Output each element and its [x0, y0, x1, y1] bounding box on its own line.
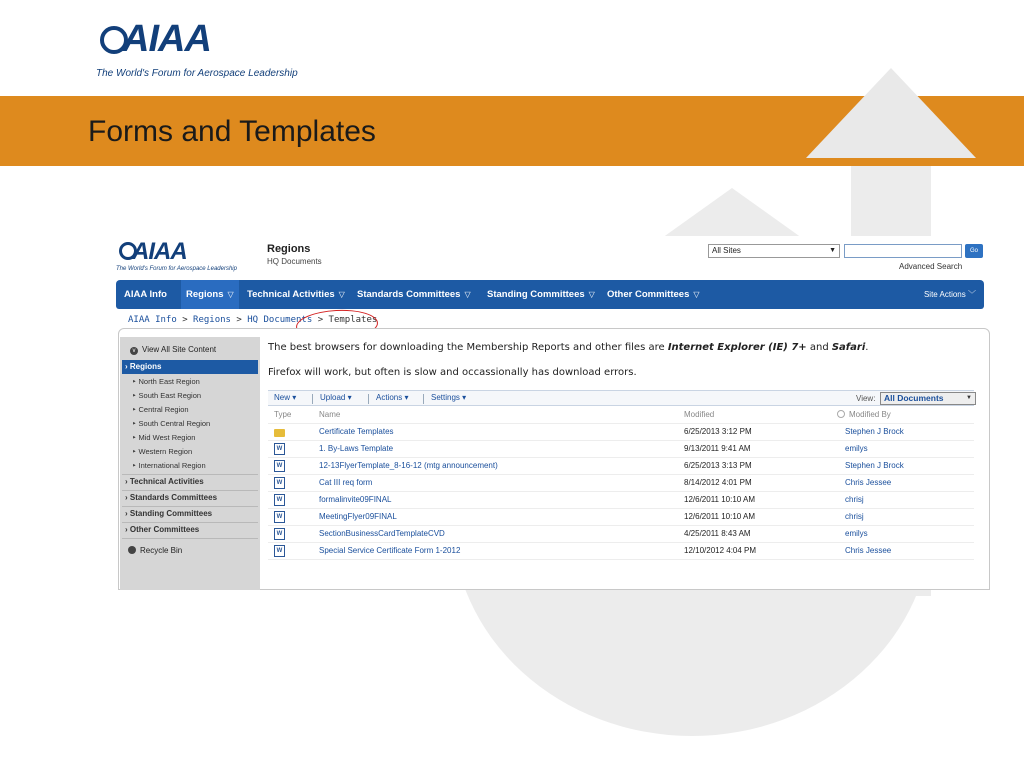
slide-title: Forms and Templates: [88, 115, 376, 148]
word-document-icon: W: [274, 494, 285, 506]
upload-label: Upload: [320, 393, 346, 402]
main-content: [262, 337, 987, 590]
table-header-row: [268, 407, 974, 424]
table-row[interactable]: [268, 543, 974, 560]
modified-by-link[interactable]: Chris Jessee: [845, 546, 892, 555]
modified-date: 9/13/2011 9:41 AM: [684, 444, 751, 453]
chevron-down-icon: ▽: [227, 290, 234, 299]
nav-aiaa-info[interactable]: [124, 280, 167, 309]
table-row[interactable]: [268, 509, 974, 526]
view-select[interactable]: [880, 392, 976, 405]
leftnav-section-label: Other Committees: [129, 525, 200, 534]
chevron-down-icon: ▾: [347, 393, 352, 402]
document-name-link[interactable]: Certificate Templates: [319, 427, 394, 436]
document-name-link[interactable]: Special Service Certificate Form 1-2012: [319, 546, 461, 555]
modified-date: 12/6/2011 10:10 AM: [684, 512, 756, 521]
nav-regions[interactable]: [181, 280, 239, 309]
table-row[interactable]: [268, 458, 974, 475]
view-value: All Documents: [884, 393, 944, 403]
leftnav-technical-activities[interactable]: › Technical Activities: [125, 477, 204, 486]
leftnav-item-label: North East Region: [138, 377, 200, 386]
breadcrumb-aiaa-info[interactable]: AIAA Info: [128, 315, 177, 325]
word-document-icon: W: [274, 477, 285, 489]
actions-menu-button[interactable]: [376, 393, 408, 402]
chevron-down-icon: ▽: [693, 290, 700, 299]
view-all-site-content-link[interactable]: [130, 345, 216, 355]
leftnav-item-label: South East Region: [138, 391, 202, 400]
leftnav-standards-committees[interactable]: › Standards Committees: [125, 493, 218, 502]
modified-date: 6/25/2013 3:13 PM: [684, 461, 752, 470]
document-name-link[interactable]: 12-13FlyerTemplate_8-16-12 (mtg announcement): [319, 461, 498, 470]
nav-technical-activities[interactable]: [247, 280, 345, 309]
chevron-down-icon: ▽: [338, 290, 345, 299]
word-document-icon: W: [274, 443, 285, 455]
leftnav-item-central[interactable]: ‣ Central Region: [132, 405, 189, 414]
nav-label: Standing Committees: [487, 289, 585, 300]
chevron-down-icon: ▼: [829, 247, 836, 254]
breadcrumb-regions[interactable]: Regions: [193, 315, 231, 325]
document-name-link[interactable]: MeetingFlyer09FINAL: [319, 512, 397, 521]
nav-standards-committees[interactable]: [357, 280, 471, 309]
search-go-button[interactable]: Go: [965, 244, 983, 258]
leftnav-item-western[interactable]: ‣ Western Region: [132, 447, 193, 456]
chevron-down-icon: ▾: [404, 393, 409, 402]
word-document-icon: W: [274, 528, 285, 540]
background-wedge: [662, 188, 802, 238]
modified-by-link[interactable]: Stephen J Brock: [845, 461, 904, 470]
browser-notice: [268, 342, 868, 353]
site-subtitle: HQ Documents: [267, 257, 322, 266]
search-scope-value: All Sites: [712, 246, 741, 255]
chevron-down-icon: ▼: [966, 395, 972, 401]
modified-date: 12/6/2011 10:10 AM: [684, 495, 756, 504]
folder-icon: [274, 429, 285, 437]
logo-tagline: The World's Forum for Aerospace Leadership: [116, 266, 237, 272]
view-label: View:: [856, 394, 876, 403]
nav-other-committees[interactable]: [607, 280, 700, 309]
header-name[interactable]: Name: [319, 410, 341, 419]
modified-by-link[interactable]: chrisj: [845, 495, 864, 504]
recycle-bin-link[interactable]: [128, 546, 182, 555]
sharepoint-screenshot: [110, 236, 992, 590]
upload-menu-button[interactable]: [320, 393, 352, 402]
top-navigation: [116, 280, 984, 309]
document-name-link[interactable]: SectionBusinessCardTemplateCVD: [319, 529, 445, 538]
modified-by-link[interactable]: emilys: [845, 529, 868, 538]
actions-label: Actions: [376, 393, 403, 402]
word-document-icon: W: [274, 460, 285, 472]
notice-text: .: [865, 342, 869, 353]
notice-browser-safari: Safari: [831, 342, 866, 353]
settings-label: Settings: [431, 393, 460, 402]
modified-date: 8/14/2012 4:01 PM: [684, 478, 752, 487]
breadcrumb-separator: >: [230, 315, 248, 325]
chevron-down-icon: ▾: [462, 393, 467, 402]
leftnav-item-south-east[interactable]: ‣ South East Region: [132, 391, 202, 400]
leftnav-item-label: International Region: [138, 461, 206, 470]
table-row[interactable]: [268, 424, 974, 441]
leftnav-regions-label: Regions: [129, 362, 162, 371]
site-title[interactable]: Regions: [267, 243, 311, 255]
leftnav-item-label: South Central Region: [138, 419, 211, 428]
leftnav-item-label: Central Region: [138, 405, 189, 414]
list-toolbar: [268, 390, 974, 406]
nav-label: Technical Activities: [247, 289, 335, 300]
leftnav-item-label: Western Region: [138, 447, 193, 456]
word-document-icon: W: [274, 511, 285, 523]
document-name-link[interactable]: formalinvite09FINAL: [319, 495, 392, 504]
nav-label: Regions: [186, 289, 224, 300]
leftnav-regions[interactable]: › Regions: [122, 360, 258, 374]
header-modified-by[interactable]: [837, 410, 891, 419]
nav-label: Standards Committees: [357, 289, 461, 300]
modified-by-link[interactable]: chrisj: [845, 512, 864, 521]
recycle-icon: [128, 546, 136, 554]
leftnav-other-committees[interactable]: › Other Committees: [125, 525, 200, 534]
advanced-search-link[interactable]: Advanced Search: [899, 262, 963, 271]
settings-menu-button[interactable]: [431, 393, 466, 402]
site-header: [110, 236, 992, 280]
site-actions-label: Site Actions: [923, 290, 966, 299]
divider: [368, 394, 369, 404]
chevron-down-icon: ▽: [464, 290, 471, 299]
logo-tagline: The World's Forum for Aerospace Leadership: [96, 68, 298, 79]
slide-logo: [96, 18, 298, 82]
modified-date: 12/10/2012 4:04 PM: [684, 546, 757, 555]
table-row[interactable]: [268, 526, 974, 543]
leftnav-standing-committees[interactable]: › Standing Committees: [125, 509, 213, 518]
background-arrow-head: [806, 68, 976, 158]
divider: [122, 538, 258, 539]
nav-label: Other Committees: [607, 289, 690, 300]
chevron-down-circle-icon: v: [130, 347, 138, 355]
table-row[interactable]: [268, 492, 974, 509]
notice-text: and: [806, 342, 832, 353]
chevron-down-icon: ▽: [588, 290, 595, 299]
logo-wordmark: AIAA: [122, 18, 211, 60]
breadcrumb-hq-documents[interactable]: HQ Documents: [247, 315, 313, 325]
firefox-notice: Firefox will work, but often is slow and occassionally has download errors.: [268, 367, 637, 378]
breadcrumb-separator: >: [176, 315, 194, 325]
leftnav-item-south-central[interactable]: ‣ South Central Region: [132, 419, 211, 428]
nav-label: AIAA Info: [124, 289, 167, 300]
site-actions-menu[interactable]: [924, 280, 976, 309]
notice-text: The best browsers for downloading the Membership Reports and other files are: [268, 342, 668, 353]
quick-launch: [120, 337, 260, 590]
header-modified-by-label: Modified By: [849, 410, 891, 419]
document-name-link[interactable]: 1. By-Laws Template: [319, 444, 394, 453]
breadcrumb-separator: >: [312, 315, 329, 325]
search-scope-select[interactable]: [708, 244, 840, 258]
table-row[interactable]: [268, 475, 974, 492]
logo-wordmark: AIAA: [132, 238, 187, 265]
nav-standing-committees[interactable]: [487, 280, 595, 309]
modified-by-link[interactable]: Chris Jessee: [845, 478, 892, 487]
divider: [423, 394, 424, 404]
modified-date: 4/25/2011 8:43 AM: [684, 529, 751, 538]
word-document-icon: W: [274, 545, 285, 557]
header-type[interactable]: Type: [274, 410, 292, 419]
leftnav-item-north-east[interactable]: ‣ North East Region: [132, 377, 200, 386]
chevron-down-icon: ﹀: [968, 290, 976, 299]
modified-by-link[interactable]: emilys: [845, 444, 868, 453]
modified-by-link[interactable]: Stephen J Brock: [845, 427, 904, 436]
select-all-radio[interactable]: [837, 410, 845, 418]
notice-browser-ie: Internet Explorer (IE) 7+: [667, 342, 807, 353]
document-name-link[interactable]: Cat III req form: [319, 478, 373, 487]
table-row[interactable]: [268, 441, 974, 458]
leftnav-section-label: Technical Activities: [129, 477, 204, 486]
new-label: New: [274, 393, 291, 402]
search-input[interactable]: [844, 244, 962, 258]
modified-date: 6/25/2013 3:12 PM: [684, 427, 752, 436]
leftnav-section-label: Standing Committees: [129, 509, 213, 518]
site-logo[interactable]: [116, 238, 246, 278]
leftnav-item-mid-west[interactable]: ‣ Mid West Region: [132, 433, 196, 442]
leftnav-section-label: Standards Committees: [129, 493, 218, 502]
leftnav-item-label: Mid West Region: [138, 433, 196, 442]
divider: [312, 394, 313, 404]
header-modified[interactable]: Modified: [684, 410, 715, 419]
view-all-label: View All Site Content: [142, 345, 217, 354]
leftnav-item-international[interactable]: ‣ International Region: [132, 461, 206, 470]
recycle-bin-label: Recycle Bin: [140, 546, 183, 555]
new-menu-button[interactable]: [274, 393, 296, 402]
chevron-down-icon: ▾: [292, 393, 297, 402]
breadcrumb-current: Templates: [328, 315, 378, 325]
